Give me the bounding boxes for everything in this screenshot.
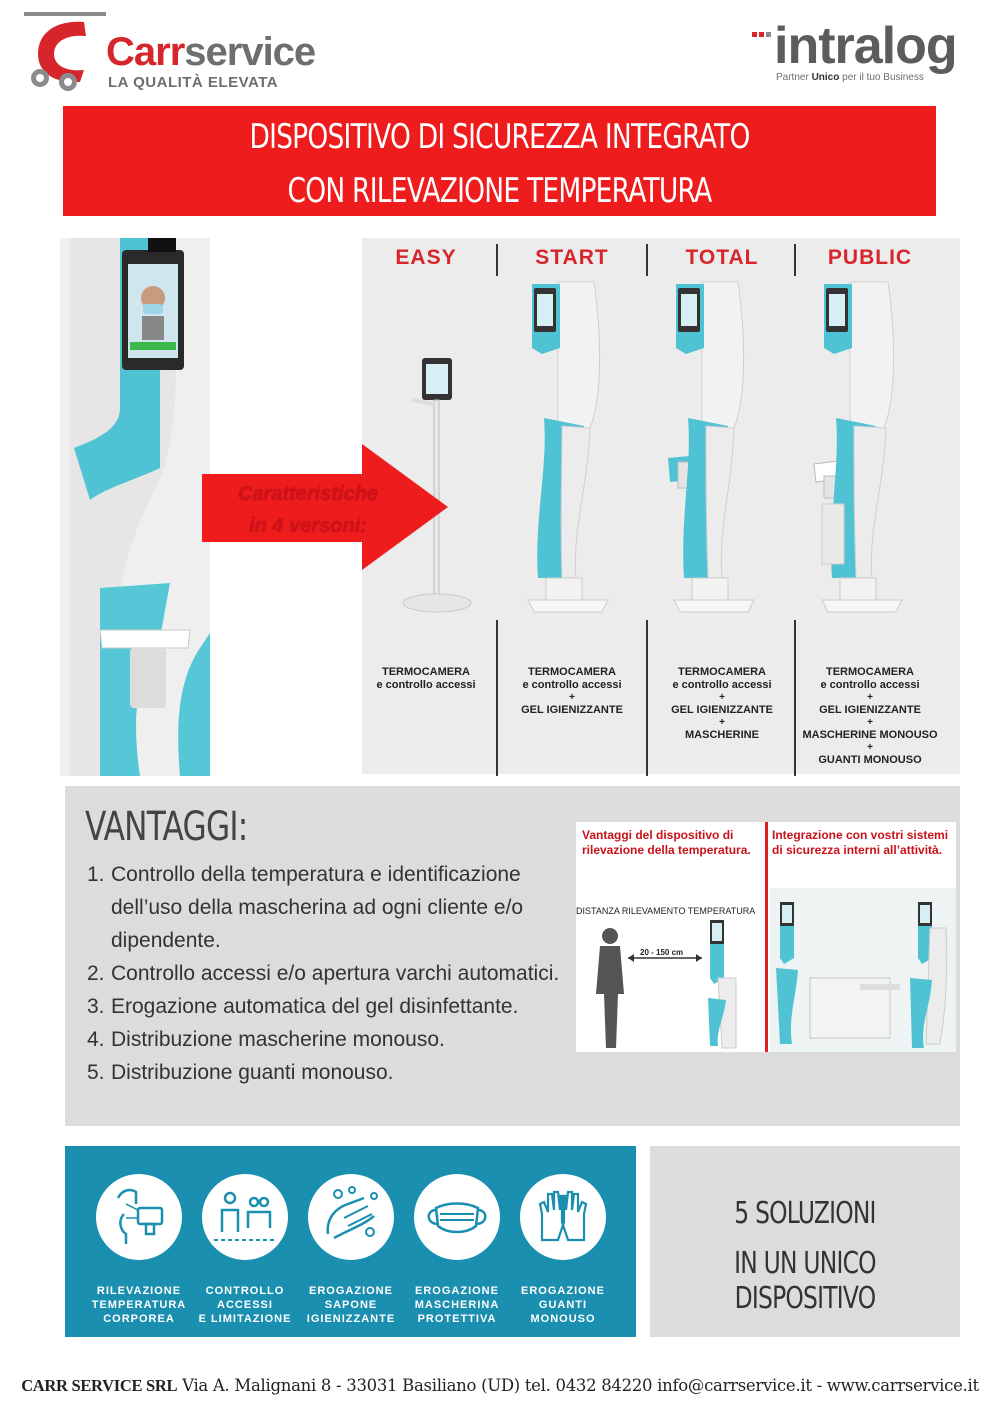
five-solutions-line-2: IN UN UNICO DISPOSITIVO bbox=[734, 1246, 876, 1316]
solution-mask bbox=[405, 1174, 509, 1326]
version-title: EASY bbox=[395, 246, 457, 269]
feature-plus: + bbox=[719, 692, 725, 703]
feature-plus: + bbox=[867, 742, 873, 753]
feature-line: TERMOCAMERA bbox=[678, 666, 766, 678]
feature-line: e controllo accessi bbox=[376, 679, 476, 691]
title-band bbox=[63, 106, 936, 216]
distance-title: DISTANZA RILEVAMENTO TEMPERATURA bbox=[576, 906, 756, 916]
solution-label: EROGAZIONE MASCHERINA PROTETTIVA bbox=[414, 1285, 500, 1325]
feature-line: TERMOCAMERA bbox=[528, 666, 616, 678]
solution-gloves bbox=[511, 1174, 615, 1326]
feature-line: GEL IGIENIZZANTE bbox=[521, 704, 623, 716]
versions-panel bbox=[362, 238, 960, 774]
distance-value: 20 - 150 cm bbox=[640, 948, 684, 957]
feature-line: e controllo accessi bbox=[672, 679, 772, 691]
title-line-2: CON RILEVAZIONE TEMPERATURA bbox=[287, 171, 712, 211]
footer-details: Via A. Malignani 8 - 33031 Basiliano (UD) tel. 0432 84220 info@carrservice.it - www.carrservice.it bbox=[177, 1376, 979, 1395]
feature-plus: + bbox=[719, 717, 725, 728]
list-item: 3. Erogazione automatica del gel disinfettante. bbox=[87, 995, 519, 1018]
list-item: 1. Controllo della temperatura e identificazione dell’uso della mascherina ad ogni cliente e/o dipendente. bbox=[87, 863, 524, 952]
info-right-title: Integrazione con vostri sistemi di sicurezza interni all’attività. bbox=[772, 828, 949, 857]
list-item: 4. Distribuzione mascherine monouso. bbox=[87, 1028, 445, 1051]
version-title: PUBLIC bbox=[827, 246, 913, 269]
feature-line: e controllo accessi bbox=[820, 679, 920, 691]
feature-plus: + bbox=[867, 692, 873, 703]
intralog-logo-name: intralog bbox=[774, 17, 957, 75]
vantaggi-heading: VANTAGGI: bbox=[85, 804, 248, 850]
vantaggi-list bbox=[87, 858, 567, 1089]
feature-line: MASCHERINE bbox=[685, 729, 759, 741]
info-divider bbox=[765, 822, 768, 1052]
intralog-logo bbox=[752, 17, 972, 90]
list-item: 2. Controllo accessi e/o apertura varchi automatici. bbox=[87, 962, 560, 985]
intralog-marks-icon bbox=[752, 24, 774, 32]
total-kiosk-image bbox=[648, 278, 796, 658]
solution-label: EROGAZIONE GUANTI MONOUSO bbox=[521, 1285, 605, 1325]
feature-line: GEL IGIENIZZANTE bbox=[819, 704, 921, 716]
five-solutions-line-1: 5 SOLUZIONI bbox=[734, 1196, 876, 1231]
info-graphic-box bbox=[576, 822, 956, 1052]
solution-label: EROGAZIONE SAPONE IGIENIZZANTE bbox=[306, 1285, 396, 1325]
list-item: 5. Distribuzione guanti monouso. bbox=[87, 1061, 394, 1084]
version-title: TOTAL bbox=[685, 246, 759, 269]
version-features bbox=[796, 666, 944, 767]
version-features bbox=[498, 666, 646, 717]
distance-illustration bbox=[576, 918, 766, 1052]
version-features bbox=[352, 666, 500, 692]
start-kiosk-image bbox=[498, 278, 646, 658]
solution-soap bbox=[299, 1174, 403, 1326]
footer-company: CARR SERVICE SRL bbox=[21, 1376, 178, 1395]
feature-line: TERMOCAMERA bbox=[382, 666, 470, 678]
gloves-icon bbox=[520, 1174, 606, 1260]
version-total bbox=[648, 238, 796, 774]
arrow-caption-line: in 4 versoni: bbox=[249, 515, 367, 537]
solutions-icons-band bbox=[65, 1146, 636, 1337]
title-line-1: DISPOSITIVO DI SICUREZZA INTEGRATO bbox=[249, 117, 750, 157]
solution-temperature bbox=[87, 1174, 191, 1326]
solution-label: RILEVAZIONE TEMPERATURA CORPOREA bbox=[91, 1285, 187, 1325]
feature-line: MASCHERINE MONOUSO bbox=[802, 729, 938, 741]
version-features bbox=[648, 666, 796, 742]
arrow-caption-line: Caratteristiche bbox=[237, 483, 379, 505]
feature-line: GUANTI MONOUSO bbox=[818, 754, 922, 766]
feature-line: e controllo accessi bbox=[522, 679, 622, 691]
version-public bbox=[796, 238, 944, 774]
carr-logo-name: Carrservice bbox=[106, 30, 316, 74]
five-solutions-box bbox=[650, 1146, 960, 1337]
solution-label: CONTROLLO ACCESSI E LIMITAZIONE bbox=[198, 1285, 292, 1325]
turnstile-illustration bbox=[770, 888, 956, 1052]
solution-access bbox=[193, 1174, 297, 1326]
version-title: START bbox=[535, 246, 609, 269]
public-kiosk-image bbox=[796, 278, 944, 658]
temperature-scan-icon bbox=[96, 1174, 182, 1260]
feature-plus: + bbox=[867, 717, 873, 728]
face-mask-icon bbox=[414, 1174, 500, 1260]
arrow-caption bbox=[208, 478, 408, 542]
info-left-title: Vantaggi del dispositivo di rilevazione della temperatura. bbox=[582, 828, 751, 857]
vantaggi-panel bbox=[65, 786, 960, 1126]
kiosk-closeup-image bbox=[60, 238, 210, 776]
intralog-logo-tagline: Partner Unico per il tuo Business bbox=[776, 72, 924, 83]
feature-line: GEL IGIENIZZANTE bbox=[671, 704, 773, 716]
access-control-icon bbox=[202, 1174, 288, 1260]
footer-contact bbox=[0, 1376, 1000, 1396]
soap-hands-icon bbox=[308, 1174, 394, 1260]
feature-plus: + bbox=[569, 692, 575, 703]
version-start bbox=[498, 238, 646, 774]
feature-line: TERMOCAMERA bbox=[826, 666, 914, 678]
carr-service-logo bbox=[24, 12, 316, 92]
carr-logo-tagline: LA QUALITÀ ELEVATA bbox=[108, 74, 279, 91]
